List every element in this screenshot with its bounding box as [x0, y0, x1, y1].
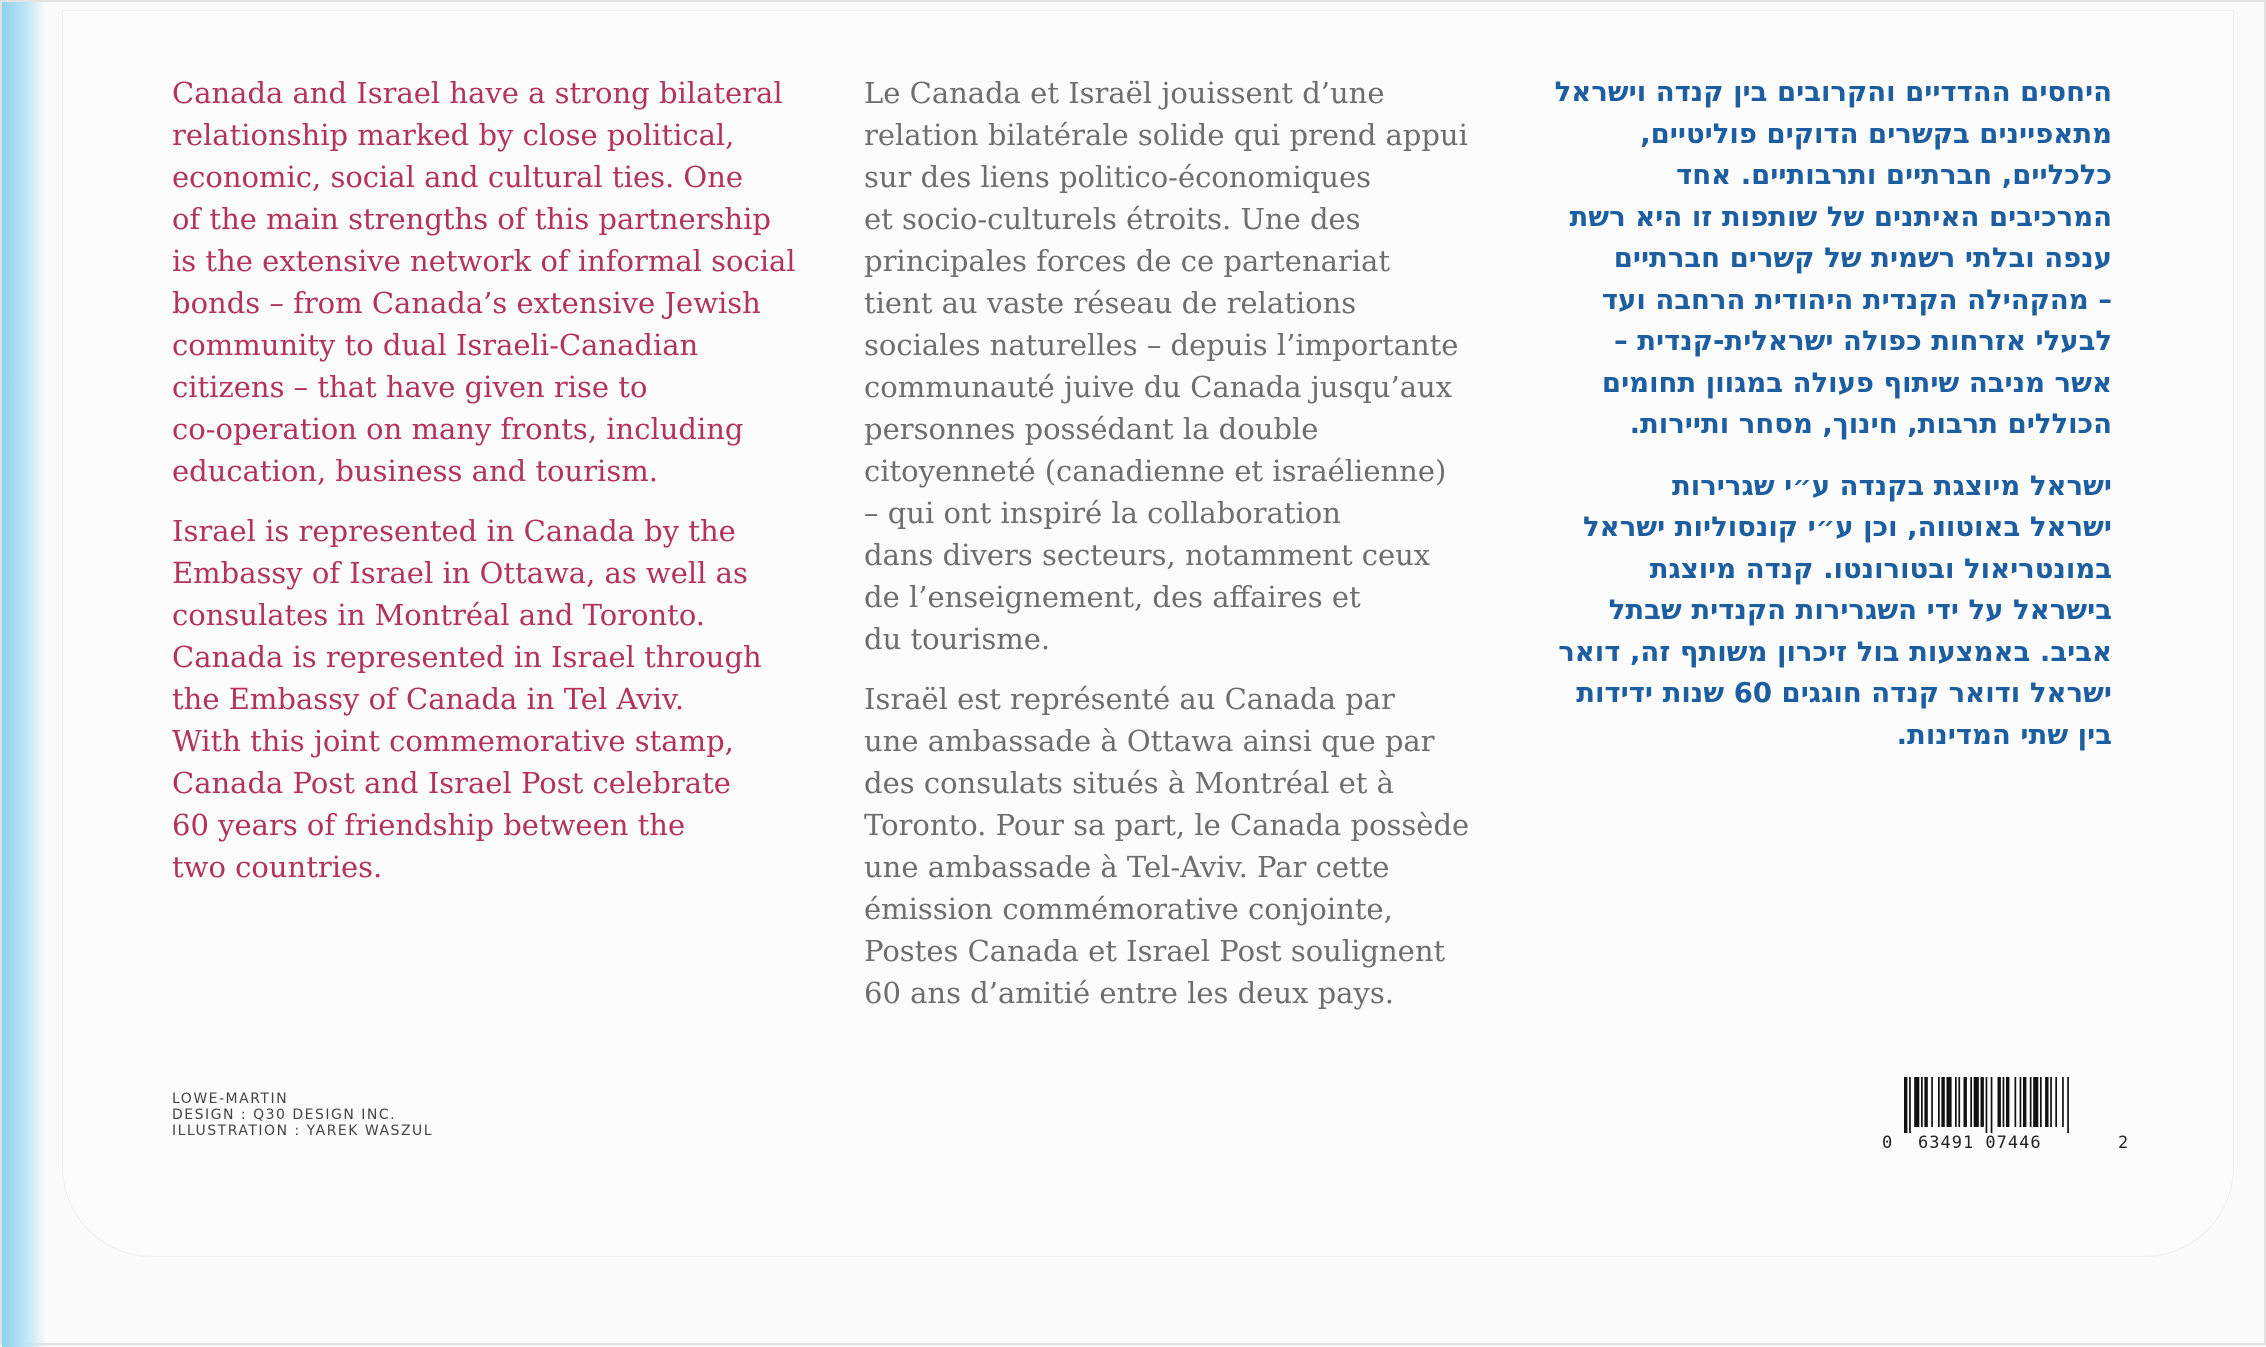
barcode-bar — [1955, 1077, 1957, 1127]
credits-block — [172, 1091, 433, 1139]
illustration-credit: ILLUSTRATION : YAREK WASZUL — [172, 1123, 434, 1139]
barcode-bar — [1981, 1077, 1984, 1127]
english-paragraph-1: Canada and Israel have a strong bilateral relationship marked by close political, economic, social and cultural ties. One of the main strengths of this partnership is the extensive network of informal social bonds – from Canada’s extensive Jewish community to dual Israeli-Canadian citizens – that have given rise to co-operation on many fronts, including education, business and tourism. — [172, 76, 796, 488]
barcode-bar — [1924, 1077, 1927, 1127]
barcode-bar — [1909, 1077, 1911, 1133]
barcode-bar — [1974, 1077, 1979, 1127]
barcode-bar — [1970, 1077, 1972, 1127]
barcode-bar — [2062, 1077, 2064, 1127]
barcode-bar — [2040, 1077, 2042, 1127]
english-paragraph-2: Israel is represented in Canada by the Embassy of Israel in Ottawa, as well as consulates in Montréal and Toronto. Canada is represented in Israel through the Embassy of Canada in Tel Aviv. With this joint commemorative stamp, Canada Post and Israel Post celebrate 60 years of friendship between the two countries. — [172, 514, 762, 884]
barcode-bar — [1914, 1077, 1919, 1127]
barcode-bar — [1986, 1077, 1988, 1133]
barcode-bar — [1921, 1077, 1923, 1127]
french-paragraph-1: Le Canada et Israël jouissent d’une relation bilatérale solide qui prend appui sur des liens politico-économiques et socio-culturels étroits. Une des principales forces de ce partenariat tient au vaste réseau de relations sociales naturelles – depuis l’importante communauté juive du Canada jusqu’aux personnes possédant la double citoyenneté (canadienne et israélienne) – qui ont inspiré la collaboration dans divers secteurs, notamment ceux de l’enseignement, des affaires et du tourisme. — [864, 76, 1468, 656]
barcode-bar — [1941, 1077, 1944, 1127]
hebrew-paragraph-1: היחסים ההדדיים והקרובים בין קנדה וישראל מתאפיינים בקשרים הדוקים פוליטיים, כלכליים, חברתיים ותרבותיים. אחד המרכיבים האיתנים של שותפות זו היא רשת ענפה ובלתי רשמית של קשרים חברתיים – מהקהילה הקנדית היהודית הרחבה ועד לבעלי אזרחות כפולה ישראלית-קנדית – אשר מניבה שיתוף פעולה במגוון תחומים הכוללים תרבות, חינוך, מסחר ותיירות. — [1554, 76, 2112, 440]
barcode-bar — [1947, 1077, 1952, 1127]
barcode-bar — [2033, 1077, 2038, 1127]
barcode-bar — [2003, 1077, 2005, 1127]
barcode-bar — [2030, 1077, 2032, 1127]
barcode-bar — [2015, 1077, 2017, 1127]
barcode-bars — [1904, 1077, 2116, 1133]
barcode-bar — [2020, 1077, 2022, 1127]
barcode-bar — [2050, 1077, 2052, 1127]
barcode-bar — [1991, 1077, 1993, 1133]
printer-credit: LOWE-MARTIN — [172, 1091, 289, 1107]
barcode-bar — [2055, 1077, 2057, 1127]
barcode-bar — [2023, 1077, 2026, 1127]
hebrew-paragraph-2: ישראל מיוצגת בקנדה ע״י שגרירות ישראל באוטווה, וכן ע״י קונסוליות ישראל במונטריאול ובטורונטו. קנדה מיוצגת בישראל על ידי השגרירות הקנדית שבתל אביב. באמצעות בול זיכרון משותף זה, דואר ישראל ודואר קנדה חוגגים 60 שנות ידידות בין שתי המדינות. — [1558, 469, 2112, 751]
design-credit: DESIGN : Q30 DESIGN INC. — [172, 1107, 397, 1123]
hebrew-text-column — [1532, 72, 2112, 776]
barcode-first-digit: 0 — [1882, 1133, 1893, 1153]
barcode-last-digit: 2 — [2118, 1133, 2129, 1153]
barcode-bar — [1904, 1077, 1907, 1133]
french-text-column — [864, 72, 1504, 1032]
english-text-column — [172, 72, 812, 906]
barcode-bar — [2045, 1077, 2048, 1127]
barcode — [1882, 1077, 2142, 1155]
blue-edge-strip — [2, 2, 46, 1347]
barcode-bar — [2006, 1077, 2009, 1127]
barcode-bar — [1931, 1077, 1933, 1127]
barcode-bar — [1958, 1077, 1960, 1127]
barcode-bar — [1998, 1077, 2001, 1127]
french-paragraph-2: Israël est représenté au Canada par une ambassade à Ottawa ainsi que par des consulats situés à Montréal et à Toronto. Pour sa part, le Canada possède une ambassade à Tel-Aviv. Par cette émission commémorative conjointe, Postes Canada et Israel Post soulignent 60 ans d’amitié entre les deux pays. — [864, 682, 1470, 1010]
barcode-bar — [2067, 1077, 2069, 1133]
barcode-bar — [1938, 1077, 1940, 1127]
barcode-bar — [1964, 1077, 1967, 1127]
barcode-middle-digits: 63491 07446 — [1918, 1133, 2042, 1153]
